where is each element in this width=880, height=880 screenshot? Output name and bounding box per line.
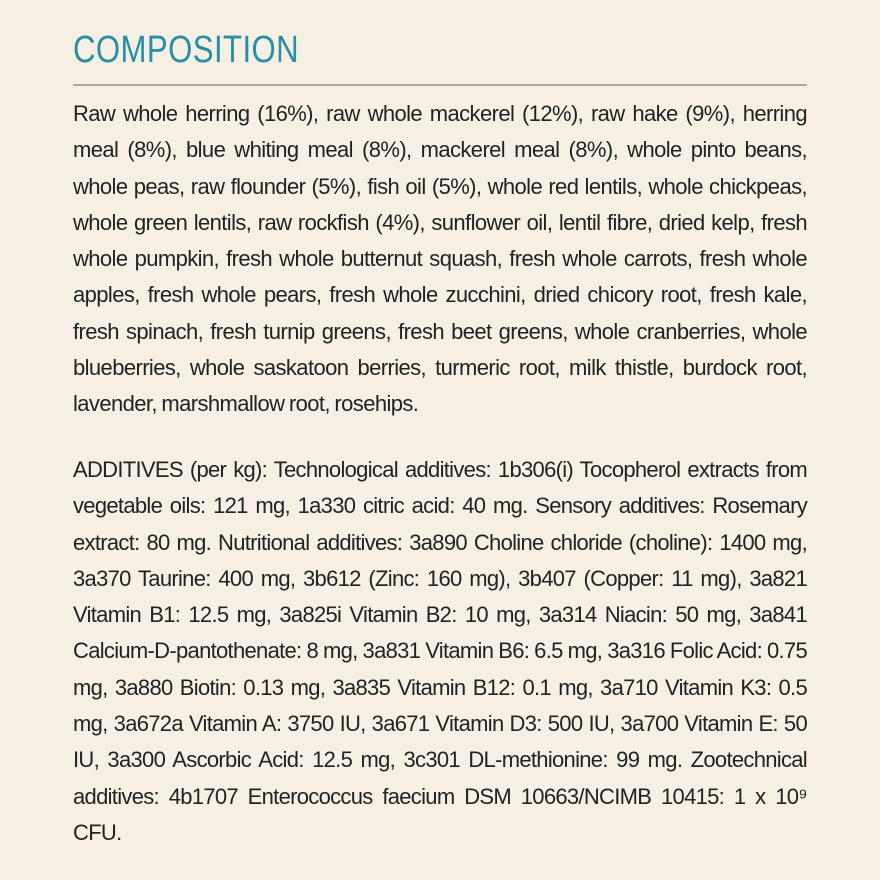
additives-paragraph: ADDITIVES (per kg): Technological additives: 1b306(i) Tocopherol extracts from vegetable oils: 121 mg, 1a330 citric acid: 40 mg. Sensory additives: Rosemary extract: 80 mg. Nutritional additives: 3a890 Choline chloride (choline): 1400 mg, 3a370 Taurine: 400 mg, 3b612 (Zinc: 160 mg), 3b407 (Copper: 11 mg), 3a821 Vitamin B1: 12.5 mg, 3a825i Vitamin B2: 10 mg, 3a314 Niacin: 50 mg, 3a841 Calcium-D-pantothenate: 8 mg, 3a831 Vitamin B6: 6.5 mg, 3a316 Folic Acid: 0.75 mg, 3a880 Biotin: 0.13 mg, 3a835 Vitamin B12: 0.1 mg, 3a710 Vitamin K3: 0.5 mg, 3a672a Vitamin A: 3750 IU, 3a671 Vitamin D3: 500 IU, 3a700 Vitamin E: 50 IU, 3a300 Ascorbic Acid: 12.5 mg, 3c301 DL-methionine: 99 mg. Zootechnical additives: 4b1707 Enterococcus faecium DSM 10663/NCIMB 10415: 1 x 10⁹ CFU. <box>73 457 807 845</box>
ingredients-paragraph: Raw whole herring (16%), raw whole mackerel (12%), raw hake (9%), herring meal (8%), blue whiting meal (8%), mackerel meal (8%), whole pinto beans, whole peas, raw flounder (5%), fish oil (5%), whole red lentils, whole chickpeas, whole green lentils, raw rockfish (4%), sunflower oil, lentil fibre, dried kelp, fresh whole pumpkin, fresh whole butternut squash, fresh whole carrots, fresh whole apples, fresh whole pears, fresh whole zucchini, dried chicory root, fresh kale, fresh spinach, fresh turnip greens, fresh beet greens, whole cranberries, whole blueberries, whole saskatoon berries, turmeric root, milk thistle, burdock root, lavender, marshmallow root, rosehips. <box>73 101 807 417</box>
title-divider <box>73 84 807 86</box>
section-title: COMPOSITION <box>73 29 300 71</box>
